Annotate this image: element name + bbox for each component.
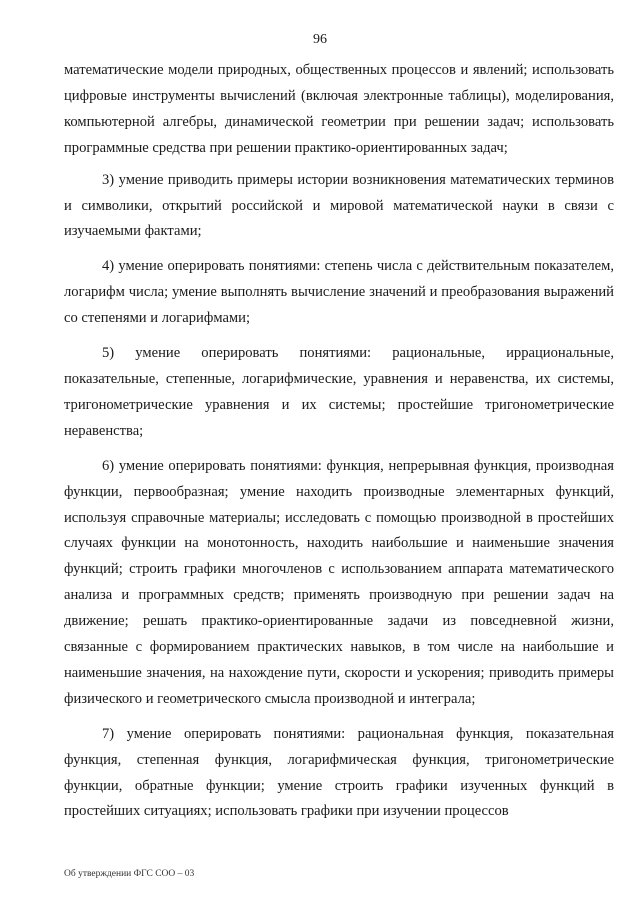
page-number: 96 [313,32,327,47]
paragraph-item-3: 3) умение приводить примеры истории возникновения математических терминов и символики, открытий российской и мировой математической науки в связи с изучаемыми фактами; [64,171,614,240]
paragraph-item-6: 6) умение оперировать понятиями: функция, непрерывная функция, производная функции, первообразная; умение находить производные элементарных функций, используя справочные материалы; исследовать с помощью производной в простейших случаях функции на монотонность, находить наибольшие и наименьшие значения функций; строить графики многочленов с использованием аппарата математического анализа и программных средств; применять производную при решении задач на движение; решать практико-ориентированные задачи из повседневной жизни, связанные с формированием практических навыков, в том числе на наибольшие и наименьшие значения, на нахождение пути, скорости и ускорения; приводить примеры физического и геометрического смысла производной и интеграла; [64,457,614,707]
paragraph-continuation: математические модели природных, общественных процессов и явлений; использовать цифровые инструменты вычислений (включая электронные таблицы), моделирования, компьютерной алгебры, динамической геометрии при решении задач; использовать программные средства при решении практико-ориентированных задач; [64,62,614,156]
page-footer: Об утверждении ФГС СОО – 03 [64,869,195,879]
paragraph-item-7: 7) умение оперировать понятиями: рациональная функция, показательная функция, степенная функция, логарифмическая функция, тригонометрические функции, обратные функции; умение строить графики изученных функций в простейших ситуациях; использовать графики при изучении процессов [64,725,614,820]
document-body [64,58,614,834]
paragraph-item-5: 5) умение оперировать понятиями: рациональные, иррациональные, показательные, степенные, логарифмические, уравнения и неравенства, их системы, тригонометрические уравнения и их системы; простейшие тригонометрические неравенства; [64,345,614,439]
paragraph-item-4: 4) умение оперировать понятиями: степень числа с действительным показателем, логарифм числа; умение выполнять вычисление значений и преобразования выражений со степенями и логарифмами; [64,258,614,327]
